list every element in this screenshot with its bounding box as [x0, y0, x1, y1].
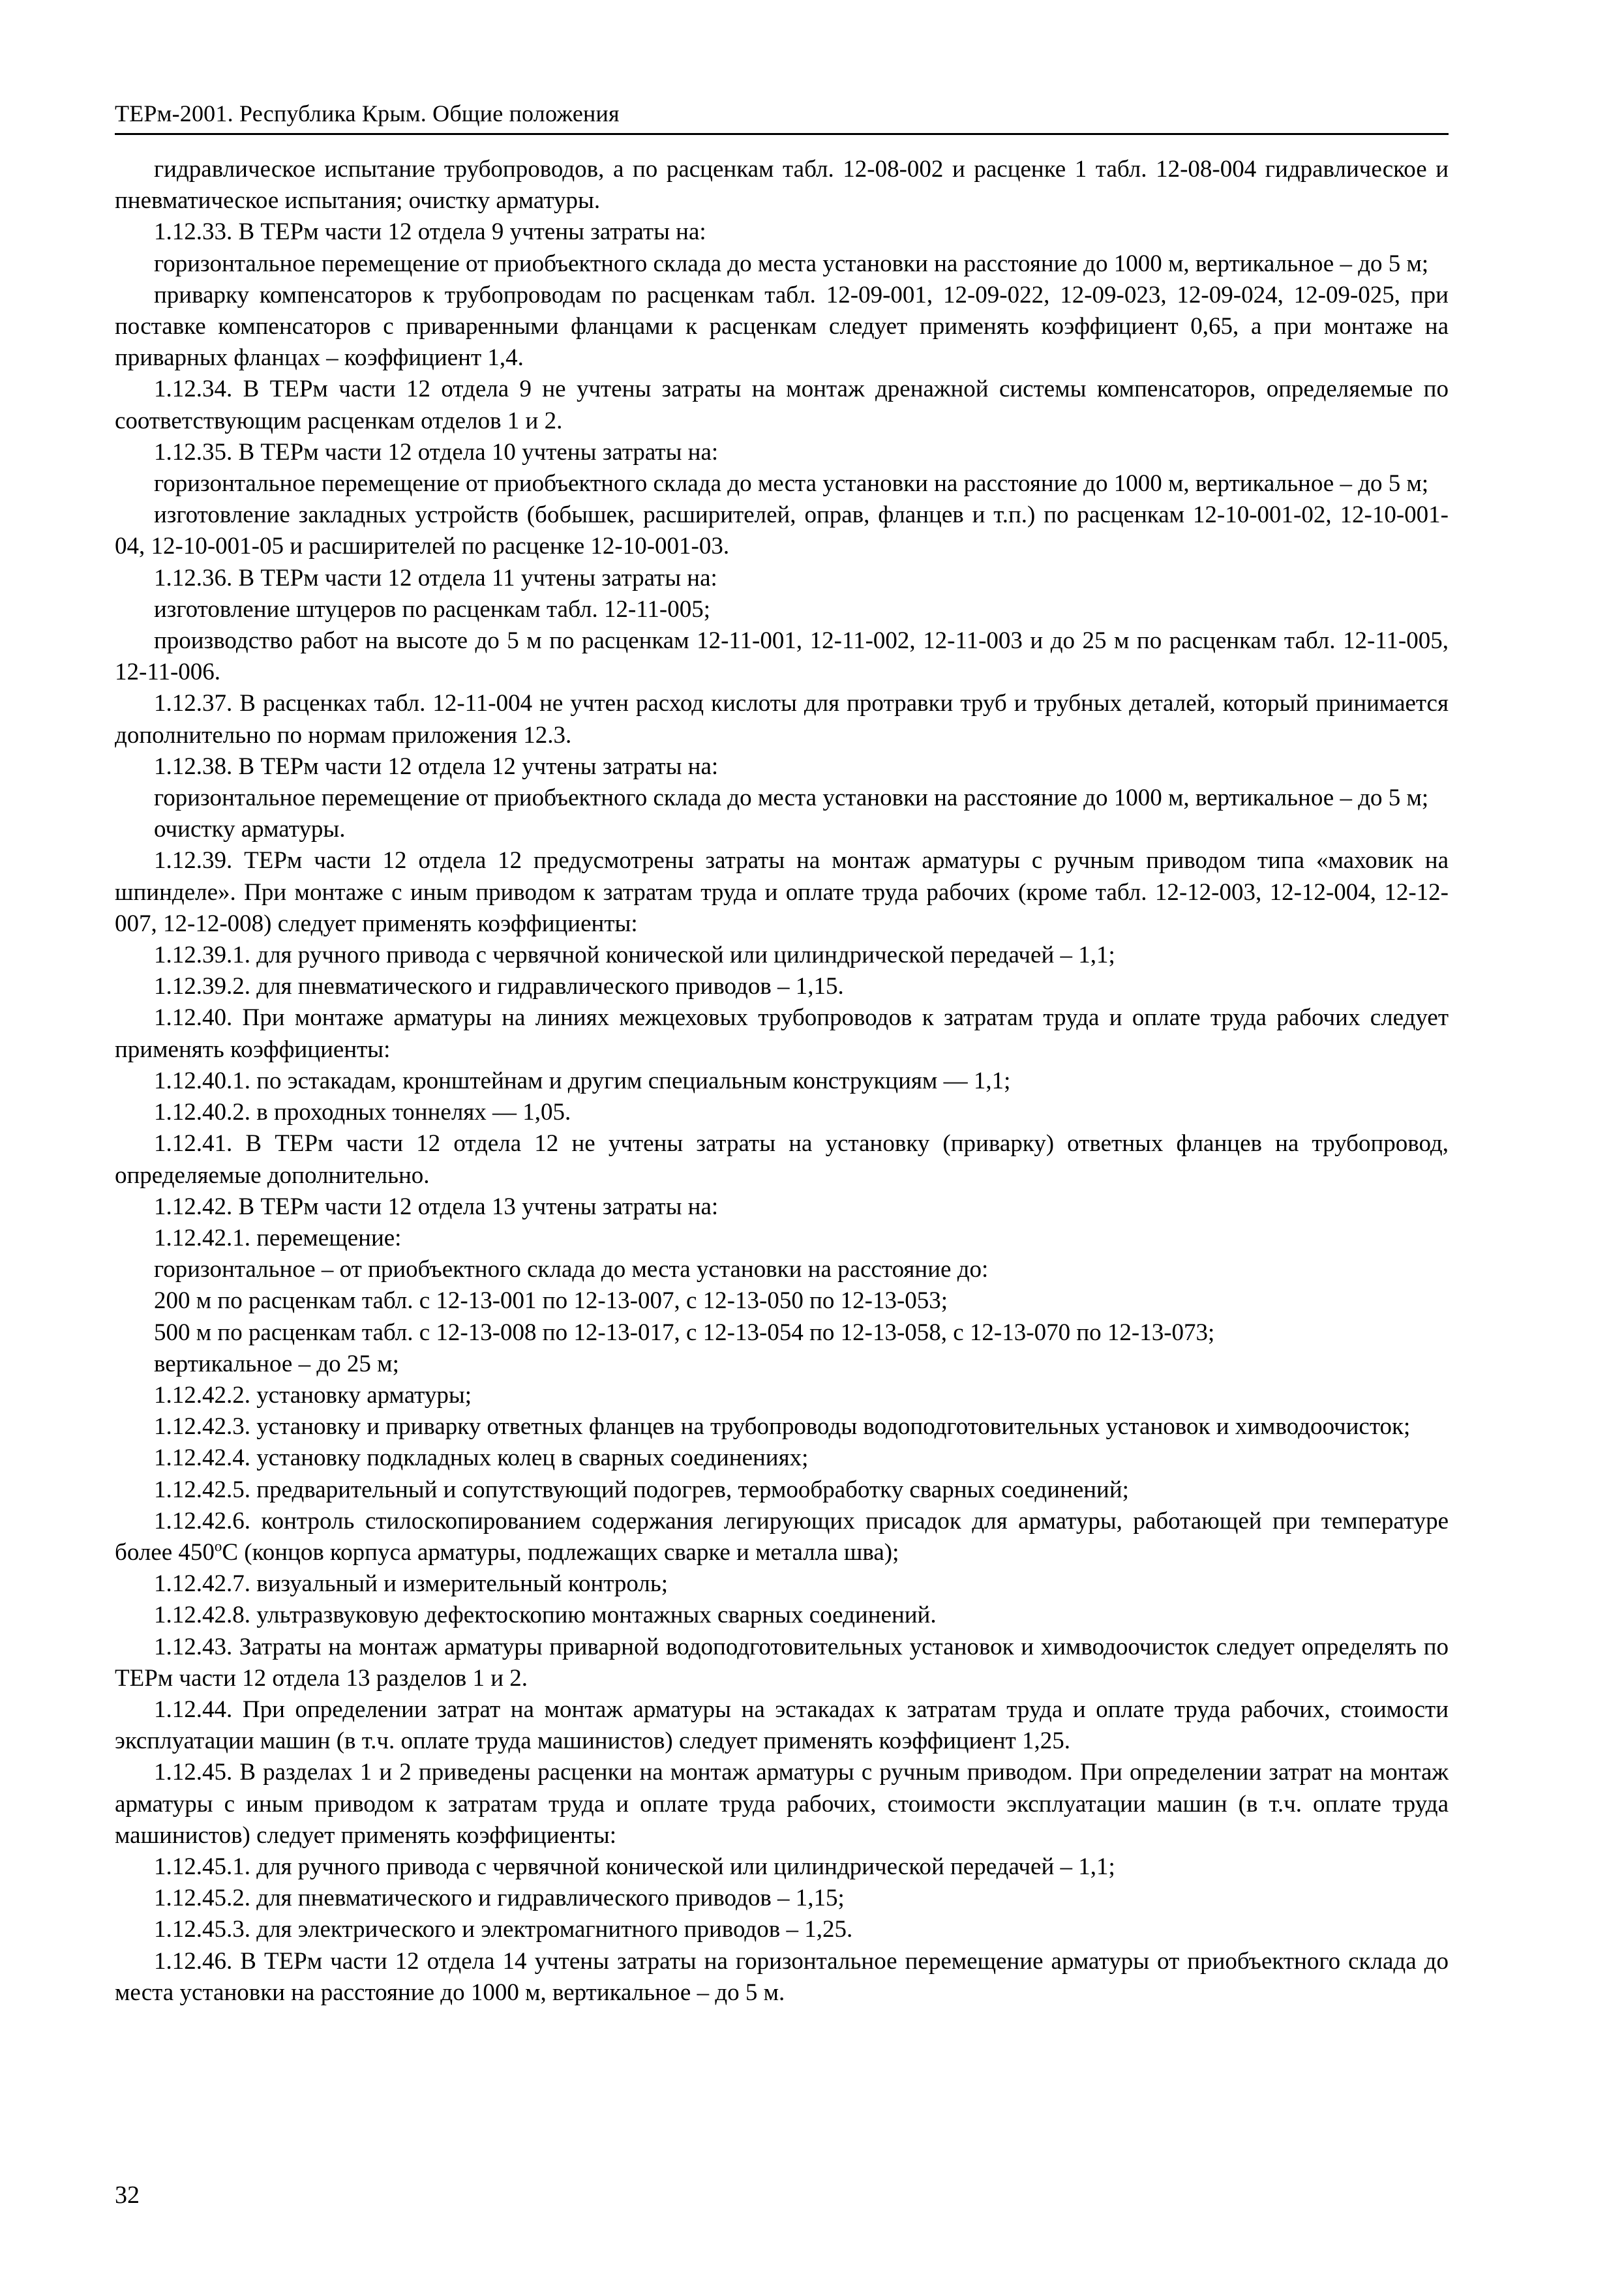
- paragraph: 1.12.41. В ТЕРм части 12 отдела 12 не учтены затраты на установку (приварку) ответных фланцев на трубопровод, определяемые дополнительно.: [115, 1130, 1449, 1189]
- paragraph: 1.12.42.8. ультразвуковую дефектоскопию монтажных сварных соединений.: [154, 1602, 937, 1629]
- paragraph: 1.12.44. При определении затрат на монтаж арматуры на эстакадах к затратам труда и оплате труда рабочих, стоимости эксплуатации машин (в т.ч. оплате труда машинистов) следует применять коэффициент 1,25.: [115, 1696, 1449, 1755]
- header-divider: [115, 133, 1449, 135]
- paragraph: производство работ на высоте до 5 м по расценкам 12-11-001, 12-11-002, 12-11-003 и до 25 м по расценкам табл. 12-11-005, 12-11-006.: [115, 627, 1449, 686]
- paragraph: 1.12.42.1. перемещение:: [154, 1224, 402, 1251]
- paragraph: 1.12.46. В ТЕРм части 12 отдела 14 учтены затраты на горизонтальное перемещение арматуры от приобъектного склада до места установки на расстояние до 1000 м, вертикальное – до 5 м.: [115, 1947, 1449, 2006]
- paragraph: очистку арматуры.: [154, 816, 346, 843]
- degree-sign: o: [214, 1538, 222, 1555]
- body-text: [115, 154, 1449, 2009]
- paragraph: 1.12.38. В ТЕРм части 12 отдела 12 учтены затраты на:: [154, 753, 719, 780]
- paragraph: 1.12.33. В ТЕРм части 12 отдела 9 учтены затраты на:: [154, 218, 706, 246]
- paragraph: 1.12.40. При монтаже арматуры на линиях межцеховых трубопроводов к затратам труда и оплате труда рабочих следует применять коэффициенты:: [115, 1004, 1449, 1063]
- paragraph: 1.12.42.4. установку подкладных колец в сварных соединениях;: [154, 1444, 809, 1472]
- paragraph: 1.12.36. В ТЕРм части 12 отдела 11 учтены затраты на:: [154, 564, 717, 591]
- paragraph: 1.12.39.1. для ручного привода с червячной конической или цилиндрической передачей – 1,1;: [154, 942, 1115, 969]
- paragraph: приварку компенсаторов к трубопроводам по расценкам табл. 12-09-001, 12-09-022, 12-09-023, 12-09-024, 12-09-025, при поставке компенсаторов с приваренными фланцами к расценкам следует применять коэффициент 0,65, а при монтаже на приварных фланцах – коэффициент 1,4.: [115, 281, 1449, 372]
- paragraph: изготовление закладных устройств (бобышек, расширителей, оправ, фланцев и т.п.) по расценкам 12-10-001-02, 12-10-001-04, 12-10-001-05 и расширителей по расценке 12-10-001-03.: [115, 501, 1449, 560]
- paragraph: 500 м по расценкам табл. с 12-13-008 по 12-13-017, с 12-13-054 по 12-13-058, с 12-13-070 по 12-13-073;: [154, 1319, 1215, 1346]
- paragraph: 1.12.42.3. установку и приварку ответных фланцев на трубопроводы водоподготовительных установок и химводоочисток;: [154, 1413, 1411, 1441]
- paragraph: горизонтальное перемещение от приобъектного склада до места установки на расстояние до 1000 м, вертикальное – до 5 м;: [154, 470, 1429, 498]
- paragraph: 1.12.42.6. контроль стилоскопированием содержания легирующих присадок для арматуры, работающей при температуре более 450$^o$С (концов корпуса арматуры, подлежащих сварке и металла шва);: [115, 1507, 1449, 1566]
- paragraph: 1.12.40.1. по эстакадам, кронштейнам и другим специальным конструкциям — 1,1;: [154, 1067, 1011, 1094]
- paragraph: изготовление штуцеров по расценкам табл. 12-11-005;: [154, 595, 711, 623]
- paragraph: 1.12.45. В разделах 1 и 2 приведены расценки на монтаж арматуры с ручным приводом. При определении затрат на монтаж арматуры с иным приводом к затратам труда и оплате труда рабочих, стоимости эксплуатации машин (в т.ч. оплате труда машинистов) следует применять коэффициенты:: [115, 1759, 1449, 1849]
- paragraph: 1.12.43. Затраты на монтаж арматуры приварной водоподготовительных установок и химводоочисток следует определять по ТЕРм части 12 отдела 13 разделов 1 и 2.: [115, 1633, 1449, 1692]
- paragraph: вертикальное – до 25 м;: [154, 1350, 399, 1377]
- paragraph: горизонтальное перемещение от приобъектного склада до места установки на расстояние до 1000 м, вертикальное – до 5 м;: [154, 250, 1429, 277]
- paragraph: 1.12.39.2. для пневматического и гидравлического приводов – 1,15.: [154, 973, 844, 1000]
- paragraph: 1.12.45.1. для ручного привода с червячной конической или цилиндрической передачей – 1,1;: [154, 1853, 1115, 1880]
- paragraph: 1.12.37. В расценках табл. 12-11-004 не учтен расход кислоты для протравки труб и трубных деталей, который принимается дополнительно по нормам приложения 12.3.: [115, 690, 1449, 749]
- paragraph: 1.12.42. В ТЕРм части 12 отдела 13 учтены затраты на:: [154, 1193, 719, 1220]
- paragraph: 1.12.34. В ТЕРм части 12 отдела 9 не учтены затраты на монтаж дренажной системы компенсаторов, определяемые по соответствующим расценкам отделов 1 и 2.: [115, 376, 1449, 434]
- paragraph: 1.12.42.2. установку арматуры;: [154, 1381, 472, 1409]
- running-header: ТЕРм-2001. Республика Крым. Общие положения: [115, 100, 620, 127]
- paragraph: 1.12.45.3. для электрического и электромагнитного приводов – 1,25.: [154, 1916, 853, 1943]
- paragraph: 1.12.45.2. для пневматического и гидравлического приводов – 1,15;: [154, 1885, 845, 1912]
- paragraph: 1.12.40.2. в проходных тоннелях — 1,05.: [154, 1099, 571, 1126]
- paragraph: 1.12.35. В ТЕРм части 12 отдела 10 учтены затраты на:: [154, 438, 719, 466]
- page-number: 32: [115, 2181, 140, 2209]
- paragraph: 200 м по расценкам табл. с 12-13-001 по 12-13-007, с 12-13-050 по 12-13-053;: [154, 1287, 948, 1315]
- paragraph: 1.12.39. ТЕРм части 12 отдела 12 предусмотрены затраты на монтаж арматуры с ручным приводом типа «маховик на шпинделе». При монтаже с иным приводом к затратам труда и оплате труда рабочих (кроме табл. 12-12-003, 12-12-004, 12-12-007, 12-12-008) следует применять коэффициенты:: [115, 847, 1449, 937]
- paragraph: 1.12.42.5. предварительный и сопутствующий подогрев, термообработку сварных соединений;: [154, 1476, 1129, 1503]
- paragraph: 1.12.42.7. визуальный и измерительный контроль;: [154, 1570, 669, 1598]
- paragraph: гидравлическое испытание трубопроводов, а по расценкам табл. 12-08-002 и расценке 1 табл. 12-08-004 гидравлическое и пневматическое испытания; очистку арматуры.: [115, 156, 1449, 215]
- paragraph: горизонтальное перемещение от приобъектного склада до места установки на расстояние до 1000 м, вертикальное – до 5 м;: [154, 785, 1429, 812]
- paragraph: горизонтальное – от приобъектного склада до места установки на расстояние до:: [154, 1256, 989, 1283]
